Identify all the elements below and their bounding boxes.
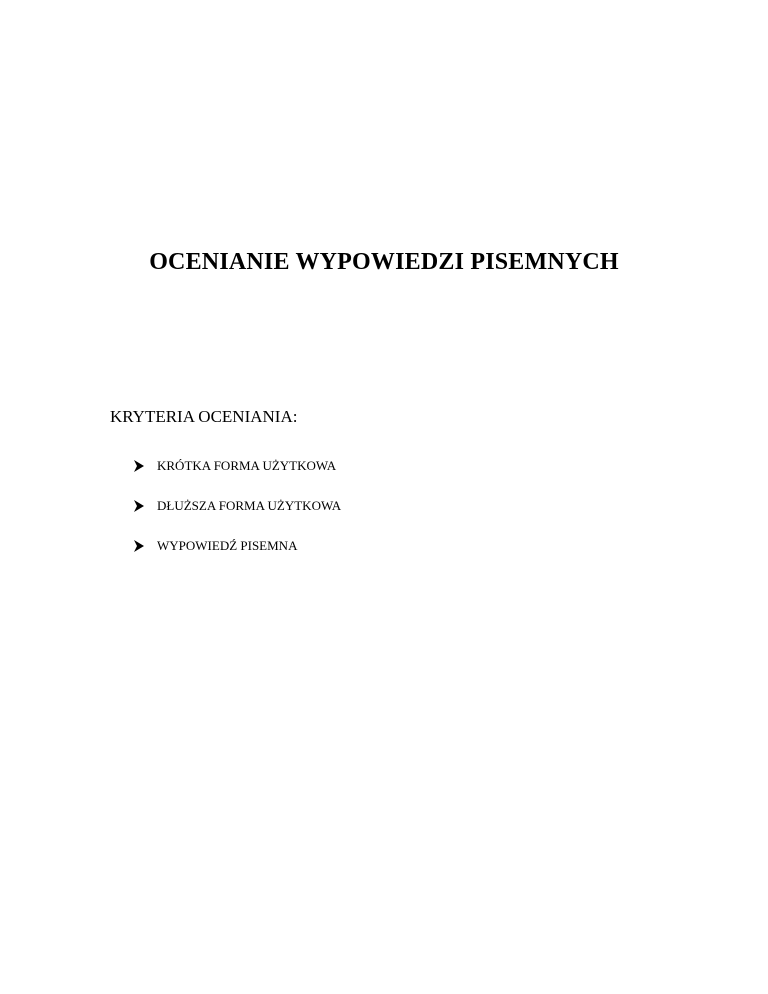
page-title: OCENIANIE WYPOWIEDZI PISEMNYCH [149, 249, 619, 275]
arrowhead-bullet-icon [134, 540, 144, 552]
list-item-written-statement [134, 537, 341, 555]
arrowhead-bullet-icon [134, 460, 144, 472]
list-item-label: DŁUŻSZA FORMA UŻYTKOWA [157, 498, 342, 513]
criteria-list [134, 457, 341, 577]
criteria-heading: KRYTERIA OCENIANIA: [110, 407, 298, 426]
list-item-label: KRÓTKA FORMA UŻYTKOWA [157, 458, 337, 473]
list-item-short-form [134, 457, 341, 475]
list-item-longer-form [134, 497, 341, 515]
arrowhead-bullet-icon [134, 500, 144, 512]
list-item-label: WYPOWIEDŹ PISEMNA [157, 538, 298, 553]
